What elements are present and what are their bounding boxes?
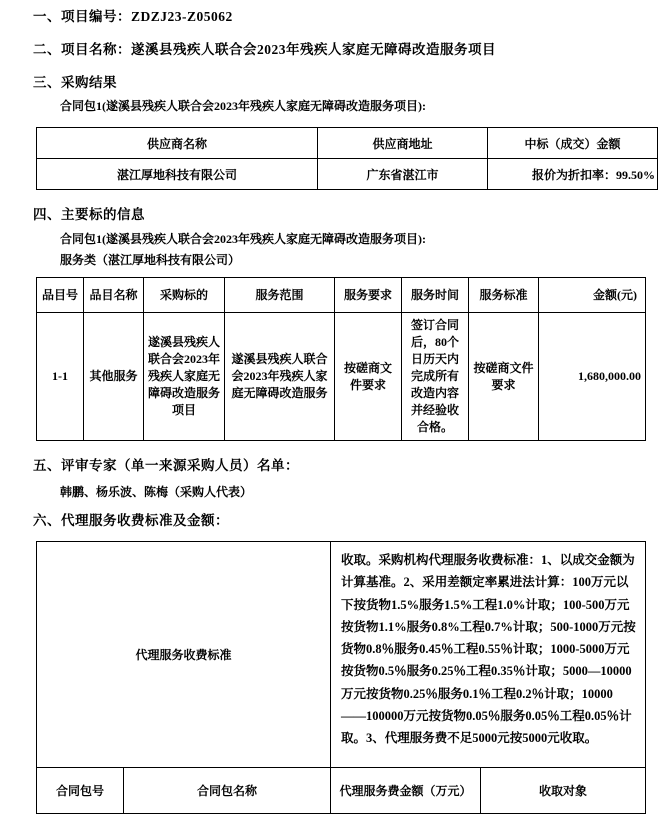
service-time-cell: 签订合同后，80个日历天内完成所有改造内容并经验收合格。 <box>402 313 469 441</box>
supplier-result-table <box>36 127 658 190</box>
col-header-amount-yuan: 金额(元) <box>539 278 646 313</box>
section-5-review-experts-title: 五、评审专家（单一来源采购人员）名单： <box>33 458 299 473</box>
package-line-2: 合同包1(遂溪县残疾人联合会2023年残疾人家庭无障碍改造服务项目): <box>60 232 426 246</box>
col-header-award-amount: 中标（成交）金额 <box>488 128 658 159</box>
agency-fee-header-row <box>37 768 646 814</box>
main-subject-data-row <box>37 313 646 441</box>
col-header-fee-payer: 收取对象 <box>481 768 646 814</box>
amount-yuan-cell: 1,680,000.00 <box>539 313 646 441</box>
expert-names-line: 韩鹏、杨乐波、陈梅（采购人代表） <box>60 485 253 499</box>
agency-fee-table <box>36 541 646 814</box>
col-header-contract-package-number: 合同包号 <box>37 768 124 814</box>
award-amount-cell: 报价为折扣率：99.50% <box>488 159 658 190</box>
supplier-table-header-row <box>37 128 658 159</box>
agency-fee-standard-text: 收取。采购机构代理服务收费标准：1、以成交金额为计算基准。2、采用差额定率累进法计算：100万元以下按货物1.5%服务1.5%工程1.0%计取；100-500万元按货物1.1%服务0.8%工程0.7%计取；500-1000万元按货物0.8％服务0.45％工程0.55％计取；1000-5000万元按货物0.5％服务0.25％工程0.35％计取；5000—10000万元按货物0.25％服务0.1％工程0.2％计取；10000——100000万元按货物0.05％服务0.05％工程0.05％计取。3、代理服务费不足5000元按5000元收取。 <box>331 542 646 768</box>
section-3-procurement-result-title: 三、采购结果 <box>33 75 117 90</box>
agency-fee-standard-label: 代理服务收费标准 <box>37 542 331 768</box>
col-header-item-number: 品目号 <box>37 278 84 313</box>
col-header-service-time: 服务时间 <box>402 278 469 313</box>
item-name-cell: 其他服务 <box>84 313 144 441</box>
section-1-project-number: 一、项目编号：ZDZJ23-Z05062 <box>33 9 233 24</box>
col-header-contract-package-name: 合同包名称 <box>124 768 331 814</box>
service-scope-cell: 遂溪县残疾人联合会2023年残疾人家庭无障碍改造服务 <box>225 313 335 441</box>
col-header-agency-fee-amount: 代理服务费金额（万元） <box>331 768 481 814</box>
agency-fee-standard-row <box>37 542 646 768</box>
service-standard-cell: 按磋商文件要求 <box>469 313 539 441</box>
package-line-1: 合同包1(遂溪县残疾人联合会2023年残疾人家庭无障碍改造服务项目): <box>60 99 426 113</box>
col-header-item-name: 品目名称 <box>84 278 144 313</box>
main-subject-header-row <box>37 278 646 313</box>
supplier-name-cell: 湛江厚地科技有限公司 <box>37 159 318 190</box>
section-6-agency-fee-title: 六、代理服务收费标准及金额： <box>33 513 229 528</box>
col-header-supplier-address: 供应商地址 <box>318 128 488 159</box>
service-requirement-cell: 按磋商文件要求 <box>335 313 402 441</box>
section-4-main-subject-title: 四、主要标的信息 <box>33 207 145 222</box>
procurement-target-cell: 遂溪县残疾人联合会2023年残疾人家庭无障碍改造服务项目 <box>144 313 225 441</box>
supplier-address-cell: 广东省湛江市 <box>318 159 488 190</box>
col-header-service-standard: 服务标准 <box>469 278 539 313</box>
col-header-service-scope: 服务范围 <box>225 278 335 313</box>
col-header-service-requirement: 服务要求 <box>335 278 402 313</box>
main-subject-table <box>36 277 646 441</box>
supplier-table-row <box>37 159 658 190</box>
item-number-cell: 1-1 <box>37 313 84 441</box>
col-header-procurement-target: 采购标的 <box>144 278 225 313</box>
section-2-project-name: 二、项目名称：遂溪县残疾人联合会2023年残疾人家庭无障碍改造服务项目 <box>33 42 496 57</box>
service-category-line: 服务类（湛江厚地科技有限公司） <box>60 253 241 267</box>
col-header-supplier-name: 供应商名称 <box>37 128 318 159</box>
